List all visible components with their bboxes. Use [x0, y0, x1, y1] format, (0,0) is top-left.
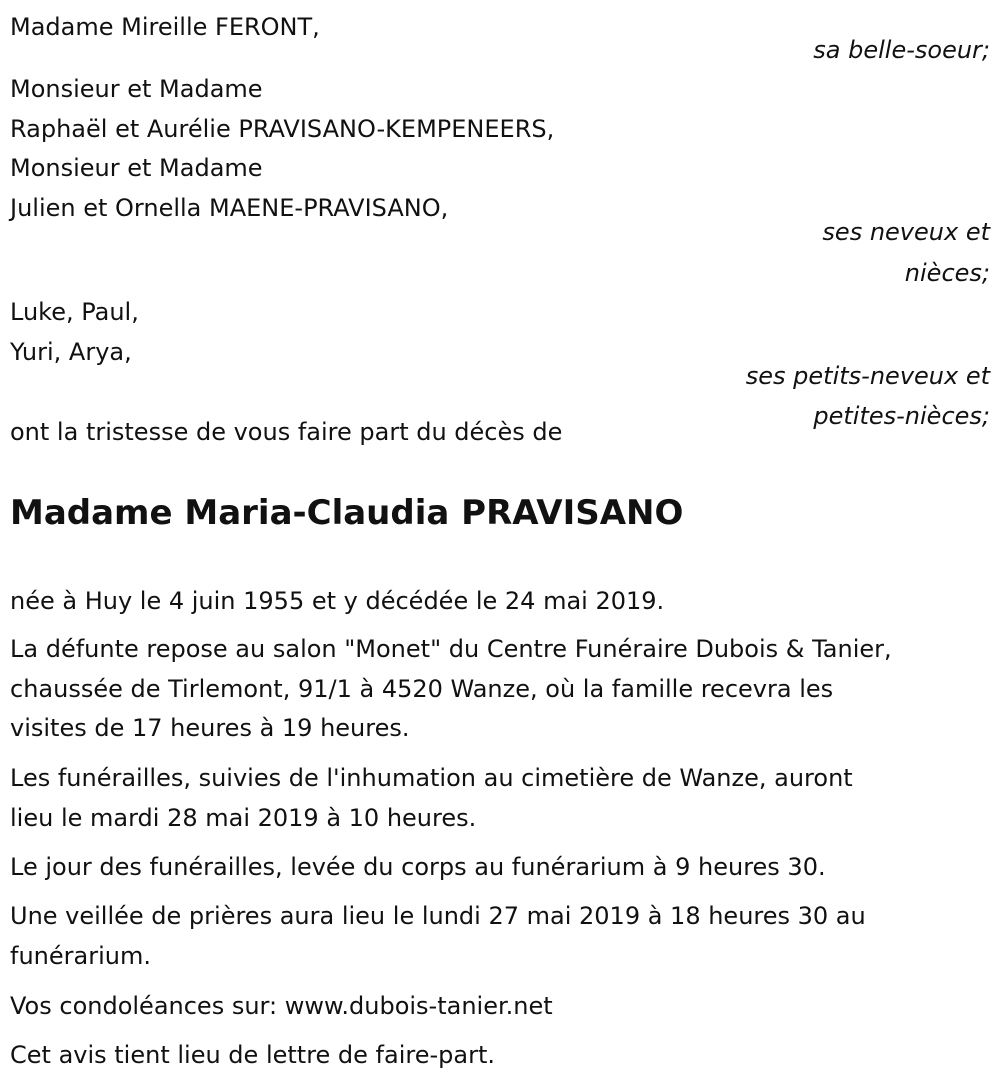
- detail-line: La défunte repose au salon "Monet" du Centre Funéraire Dubois & Tanier,: [10, 635, 892, 663]
- detail-line: née à Huy le 4 juin 1955 et y décédée le 24 mai 2019.: [10, 587, 665, 615]
- condolences-line: Vos condoléances sur: www.dubois-tanier.net: [10, 992, 553, 1020]
- relationship-label: ses neveux et: [822, 218, 990, 246]
- family-line: Luke, Paul,: [10, 298, 139, 326]
- relationship-label: sa belle-soeur;: [813, 36, 990, 64]
- announcement-text: ont la tristesse de vous faire part du décès de: [10, 418, 563, 446]
- detail-line: Cet avis tient lieu de lettre de faire-part.: [10, 1041, 495, 1069]
- detail-line: visites de 17 heures à 19 heures.: [10, 714, 410, 742]
- family-line: Raphaël et Aurélie PRAVISANO-KEMPENEERS,: [10, 115, 555, 143]
- detail-line: chaussée de Tirlemont, 91/1 à 4520 Wanze, où la famille recevra les: [10, 675, 834, 703]
- family-line: Madame Mireille FERONT,: [10, 13, 320, 41]
- detail-line: Les funérailles, suivies de l'inhumation au cimetière de Wanze, auront: [10, 764, 853, 792]
- detail-line: Une veillée de prières aura lieu le lundi 27 mai 2019 à 18 heures 30 au: [10, 902, 866, 930]
- family-line: Monsieur et Madame: [10, 154, 263, 182]
- relationship-label: ses petits-neveux et: [745, 362, 990, 390]
- detail-line: Le jour des funérailles, levée du corps au funérarium à 9 heures 30.: [10, 853, 826, 881]
- deceased-name: Madame Maria-Claudia PRAVISANO: [10, 493, 684, 533]
- relationship-label: nièces;: [904, 259, 990, 287]
- family-line: Monsieur et Madame: [10, 75, 263, 103]
- detail-line: funérarium.: [10, 942, 151, 970]
- relationship-label: petites-nièces;: [813, 402, 990, 430]
- family-line: Julien et Ornella MAENE-PRAVISANO,: [10, 194, 449, 222]
- detail-line: lieu le mardi 28 mai 2019 à 10 heures.: [10, 804, 477, 832]
- family-line: Yuri, Arya,: [10, 338, 132, 366]
